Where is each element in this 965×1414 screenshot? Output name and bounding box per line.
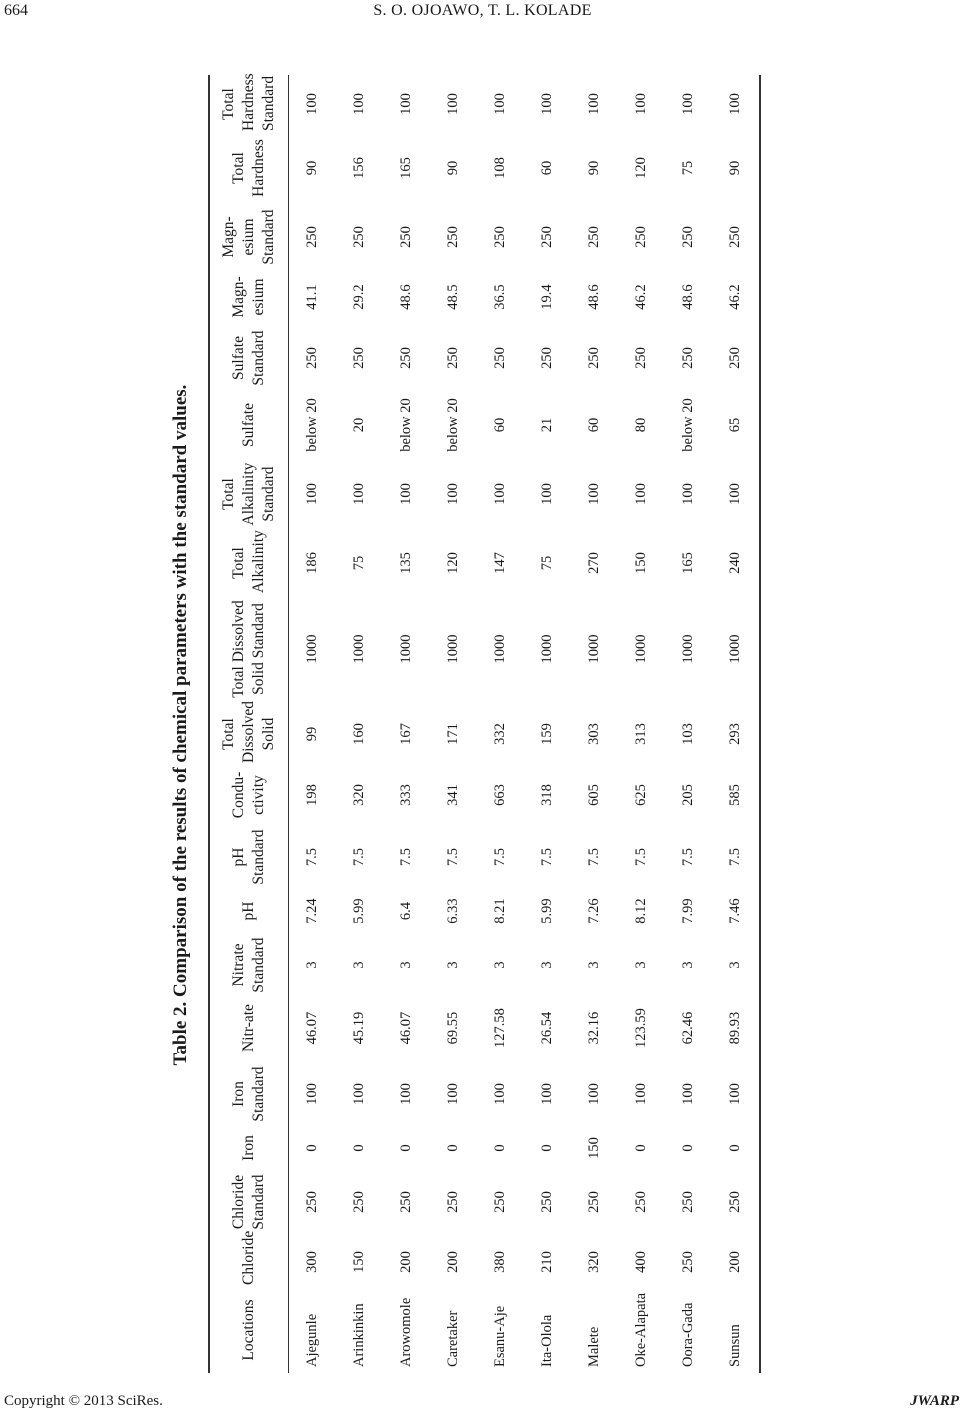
table-row [383, 75, 430, 1373]
table-cell: 250 [633, 1191, 649, 1213]
table-cell: 1000 [727, 634, 743, 664]
table-cell: 250 [633, 226, 649, 248]
table-cell: 6.4 [398, 901, 414, 921]
page-number: 664 [4, 2, 28, 19]
table-cell: 7.5 [398, 847, 414, 867]
journal-name: JWARP [910, 1393, 959, 1409]
table-cell: 250 [680, 1191, 696, 1213]
table-cell: 1000 [586, 634, 602, 664]
table-cell: 108 [492, 157, 508, 179]
table-cell: 7.46 [727, 898, 743, 924]
table-row [289, 75, 337, 1373]
table-row [712, 75, 760, 1373]
table-cell: 250 [727, 347, 743, 369]
column-header: Chloride [240, 1230, 257, 1285]
table-row [571, 75, 618, 1373]
table-cell: 7.5 [492, 847, 508, 867]
table-cell: 90 [727, 160, 743, 176]
table-cell: 0 [727, 1144, 743, 1152]
table-cell: 303 [586, 723, 602, 745]
table-cell: 127.58 [492, 1008, 508, 1048]
table-cell: 250 [304, 226, 320, 248]
table-cell: 90 [304, 160, 320, 176]
table-cell: 100 [586, 93, 602, 115]
table-cell: 250 [539, 226, 555, 248]
table-cell: 21 [539, 417, 555, 433]
table-cell: 3 [445, 961, 461, 969]
table-cell: 46.07 [398, 1011, 414, 1045]
table-cell: 313 [633, 723, 649, 745]
table-cell: 135 [398, 552, 414, 574]
table-cell: 200 [727, 1251, 743, 1273]
table-cell: 318 [539, 784, 555, 806]
table-cell: 120 [633, 157, 649, 179]
table-cell: 240 [727, 552, 743, 574]
table-cell: 100 [633, 93, 649, 115]
table-cell: 0 [633, 1144, 649, 1152]
table-cell: 3 [586, 961, 602, 969]
table-cell: 250 [586, 226, 602, 248]
location-cell: Malete [586, 1326, 602, 1367]
table-cell: 250 [586, 1191, 602, 1213]
table-cell: 100 [351, 483, 367, 505]
table-cell: 19.4 [539, 284, 555, 310]
table-cell: 100 [445, 483, 461, 505]
table-cell: below 20 [680, 398, 696, 452]
table-cell: 3 [398, 961, 414, 969]
table-cell: 100 [680, 93, 696, 115]
table-cell: 8.21 [492, 898, 508, 924]
table-cell: 100 [398, 1083, 414, 1105]
column-header: Nitrate Standard [230, 937, 267, 993]
page-footer [0, 1393, 965, 1413]
table-cell: 210 [539, 1251, 555, 1273]
table-cell: 41.1 [304, 284, 320, 310]
table-caption: Table 2. Comparison of the results of chemical parameters with the standard values. [170, 384, 191, 1066]
table-cell: 100 [492, 93, 508, 115]
column-header: Condu- ctivity [230, 771, 267, 819]
table-cell: 400 [633, 1251, 649, 1273]
table-cell: 69.55 [445, 1011, 461, 1045]
location-cell: Sunsun [727, 1324, 743, 1367]
table-cell: 7.26 [586, 898, 602, 924]
table-cell: 3 [351, 961, 367, 969]
table-cell: 100 [304, 1083, 320, 1105]
table-cell: 250 [398, 347, 414, 369]
table-cell: 250 [304, 1191, 320, 1213]
rotated-table-region [170, 65, 800, 1385]
table-cell: 198 [304, 784, 320, 806]
table-cell: 100 [586, 1083, 602, 1105]
table-cell: 103 [680, 723, 696, 745]
table-cell: below 20 [445, 398, 461, 452]
table-cell: 200 [445, 1251, 461, 1273]
column-header: Iron [240, 1135, 257, 1161]
table-cell: 3 [304, 961, 320, 969]
table-row [618, 75, 665, 1373]
table-cell: 165 [680, 552, 696, 574]
table-cell: 625 [633, 784, 649, 806]
column-header: Chloride Standard [230, 1174, 267, 1230]
table-cell: 205 [680, 784, 696, 806]
location-cell: Ajegunle [304, 1313, 320, 1367]
location-cell: Oke-Alapata [633, 1292, 649, 1367]
table-cell: 332 [492, 723, 508, 745]
table-cell: 100 [680, 483, 696, 505]
table-cell: 100 [445, 93, 461, 115]
table-cell: 100 [727, 483, 743, 505]
table-cell: 60 [586, 417, 602, 433]
table-cell: 7.5 [727, 847, 743, 867]
table-cell: 100 [633, 1083, 649, 1105]
table-cell: 250 [680, 226, 696, 248]
chemical-parameters-table [208, 75, 761, 1373]
table-cell: 250 [680, 1251, 696, 1273]
column-header: Magn- esium [230, 276, 267, 318]
table-cell: 100 [586, 483, 602, 505]
table-cell: 100 [445, 1083, 461, 1105]
table-cell: 250 [586, 347, 602, 369]
table-cell: 1000 [680, 634, 696, 664]
table-cell: 7.5 [586, 847, 602, 867]
table-cell: 5.99 [351, 898, 367, 924]
column-header: Total Alkalinity [230, 530, 267, 593]
table-cell: 100 [727, 1083, 743, 1105]
table-cell: 250 [492, 347, 508, 369]
table-cell: 0 [398, 1144, 414, 1152]
column-header: pH [240, 901, 257, 921]
column-header: Total Hardness Standard [220, 73, 277, 131]
table-cell: 45.19 [351, 1011, 367, 1045]
table-cell: 250 [539, 347, 555, 369]
table-cell: 100 [492, 483, 508, 505]
table-cell: 46.2 [727, 284, 743, 310]
table-cell: 100 [304, 93, 320, 115]
column-header: Locations [240, 1299, 257, 1361]
table-cell: 270 [586, 552, 602, 574]
table-cell: 1000 [539, 634, 555, 664]
table-cell: 171 [445, 723, 461, 745]
column-header: Total Hardness [230, 139, 267, 197]
table-cell: 250 [445, 347, 461, 369]
table-cell: 123.59 [633, 1008, 649, 1048]
table-cell: 167 [398, 723, 414, 745]
table-cell: 585 [727, 784, 743, 806]
table-cell: 100 [680, 1083, 696, 1105]
table-cell: 3 [727, 961, 743, 969]
table-row [665, 75, 712, 1373]
table-cell: 100 [351, 93, 367, 115]
table-cell: 7.5 [304, 847, 320, 867]
table-header-row [209, 75, 289, 1373]
table-cell: 7.5 [351, 847, 367, 867]
table-cell: 300 [304, 1251, 320, 1273]
table-cell: 100 [633, 483, 649, 505]
table-cell: 0 [539, 1144, 555, 1152]
column-header: Total Dissolved Solid [220, 701, 277, 763]
table-cell: 100 [351, 1083, 367, 1105]
table-cell: 186 [304, 552, 320, 574]
table-row [336, 75, 383, 1373]
table-cell: 1000 [351, 634, 367, 664]
table-cell: 26.54 [539, 1011, 555, 1045]
column-header: Sulfate [240, 403, 257, 447]
table-cell: 250 [304, 347, 320, 369]
table-cell: 100 [398, 93, 414, 115]
column-header: Total Alkalinity Standard [220, 462, 277, 526]
table-cell: 90 [445, 160, 461, 176]
location-cell: Esanu-Aje [492, 1305, 508, 1367]
table-cell: 0 [445, 1144, 461, 1152]
table-cell: 159 [539, 723, 555, 745]
table-cell: 250 [492, 1191, 508, 1213]
location-cell: Oora-Gada [680, 1302, 696, 1367]
table-cell: 3 [492, 961, 508, 969]
column-header: Iron Standard [230, 1066, 267, 1122]
table-cell: 156 [351, 157, 367, 179]
table-cell: 8.12 [633, 898, 649, 924]
table-cell: 250 [539, 1191, 555, 1213]
column-header: Sulfate Standard [230, 330, 267, 386]
table-cell: 250 [445, 1191, 461, 1213]
table-cell: 75 [680, 160, 696, 176]
table-cell: 293 [727, 723, 743, 745]
table-cell: 1000 [398, 634, 414, 664]
table-cell: 663 [492, 784, 508, 806]
table-cell: 0 [351, 1144, 367, 1152]
table-cell: 100 [304, 483, 320, 505]
table-cell: 6.33 [445, 898, 461, 924]
table-cell: 250 [351, 226, 367, 248]
table-cell: 160 [351, 723, 367, 745]
table-cell: 7.99 [680, 898, 696, 924]
table-cell: 333 [398, 784, 414, 806]
table-cell: 320 [586, 1251, 602, 1273]
table-cell: 48.5 [445, 284, 461, 310]
location-cell: Arowomole [398, 1297, 414, 1367]
table-cell: 250 [351, 347, 367, 369]
column-header: Magn- esium Standard [220, 209, 277, 265]
table-body [289, 75, 761, 1373]
table-cell: 32.16 [586, 1011, 602, 1045]
table-cell: 320 [351, 784, 367, 806]
table-cell: 250 [680, 347, 696, 369]
location-cell: Caretaker [445, 1310, 461, 1367]
table-cell: 0 [492, 1144, 508, 1152]
table-cell: 3 [680, 961, 696, 969]
table-cell: 100 [727, 93, 743, 115]
table-cell: 80 [633, 417, 649, 433]
table-cell: 250 [727, 1191, 743, 1213]
table-cell: 150 [351, 1251, 367, 1273]
column-header: pH Standard [230, 829, 267, 885]
table-cell: 20 [351, 417, 367, 433]
table-row [430, 75, 477, 1373]
table-cell: 250 [445, 226, 461, 248]
table-cell: 7.5 [680, 847, 696, 867]
table-row [524, 75, 571, 1373]
column-header: Total Dissolved Solid Standard [230, 600, 267, 698]
table-cell: 1000 [445, 634, 461, 664]
table-cell: 7.24 [304, 898, 320, 924]
table-cell: 200 [398, 1251, 414, 1273]
column-header: Nitr-ate [240, 1004, 257, 1052]
table-cell: 120 [445, 552, 461, 574]
table-cell: 100 [539, 483, 555, 505]
location-cell: Arinkinkin [351, 1303, 367, 1367]
table-cell: 147 [492, 552, 508, 574]
table-cell: 100 [492, 1083, 508, 1105]
table-cell: 75 [351, 555, 367, 571]
table-cell: 89.93 [727, 1011, 743, 1045]
table-cell: 7.5 [539, 847, 555, 867]
table-cell: 100 [539, 1083, 555, 1105]
location-cell: Ita-Olola [539, 1314, 555, 1367]
table-cell: 99 [304, 726, 320, 742]
table-cell: 341 [445, 784, 461, 806]
table-cell: 250 [398, 1191, 414, 1213]
running-head: S. O. OJOAWO, T. L. KOLADE [373, 2, 592, 19]
table-cell: 0 [680, 1144, 696, 1152]
table-cell: 605 [586, 784, 602, 806]
table-cell: 1000 [633, 634, 649, 664]
table-cell: 65 [727, 417, 743, 433]
table-cell: 60 [492, 417, 508, 433]
table-cell: below 20 [304, 398, 320, 452]
table-cell: 100 [398, 483, 414, 505]
table-cell: 60 [539, 160, 555, 176]
table-cell: 100 [539, 93, 555, 115]
table-cell: 250 [633, 347, 649, 369]
table-cell: 36.5 [492, 284, 508, 310]
table-cell: 48.6 [398, 284, 414, 310]
table-cell: 48.6 [586, 284, 602, 310]
table-cell: 46.2 [633, 284, 649, 310]
table-cell: 48.6 [680, 284, 696, 310]
table-cell: 90 [586, 160, 602, 176]
table-cell: 46.07 [304, 1011, 320, 1045]
table-cell: 1000 [492, 634, 508, 664]
copyright-notice: Copyright © 2013 SciRes. [4, 1393, 163, 1409]
table-container [208, 75, 761, 1373]
table-cell: 3 [539, 961, 555, 969]
table-cell: 0 [304, 1144, 320, 1152]
table-cell: 29.2 [351, 284, 367, 310]
table-cell: below 20 [398, 398, 414, 452]
table-cell: 5.99 [539, 898, 555, 924]
table-cell: 7.5 [633, 847, 649, 867]
table-row [477, 75, 524, 1373]
table-cell: 3 [633, 961, 649, 969]
table-cell: 250 [492, 226, 508, 248]
table-cell: 150 [633, 552, 649, 574]
table-cell: 250 [727, 226, 743, 248]
table-cell: 250 [398, 226, 414, 248]
table-cell: 7.5 [445, 847, 461, 867]
table-cell: 380 [492, 1251, 508, 1273]
table-cell: 150 [586, 1137, 602, 1159]
page-header [0, 0, 965, 22]
table-cell: 62.46 [680, 1011, 696, 1045]
table-cell: 75 [539, 555, 555, 571]
table-cell: 165 [398, 157, 414, 179]
table-cell: 250 [351, 1191, 367, 1213]
table-cell: 1000 [304, 634, 320, 664]
